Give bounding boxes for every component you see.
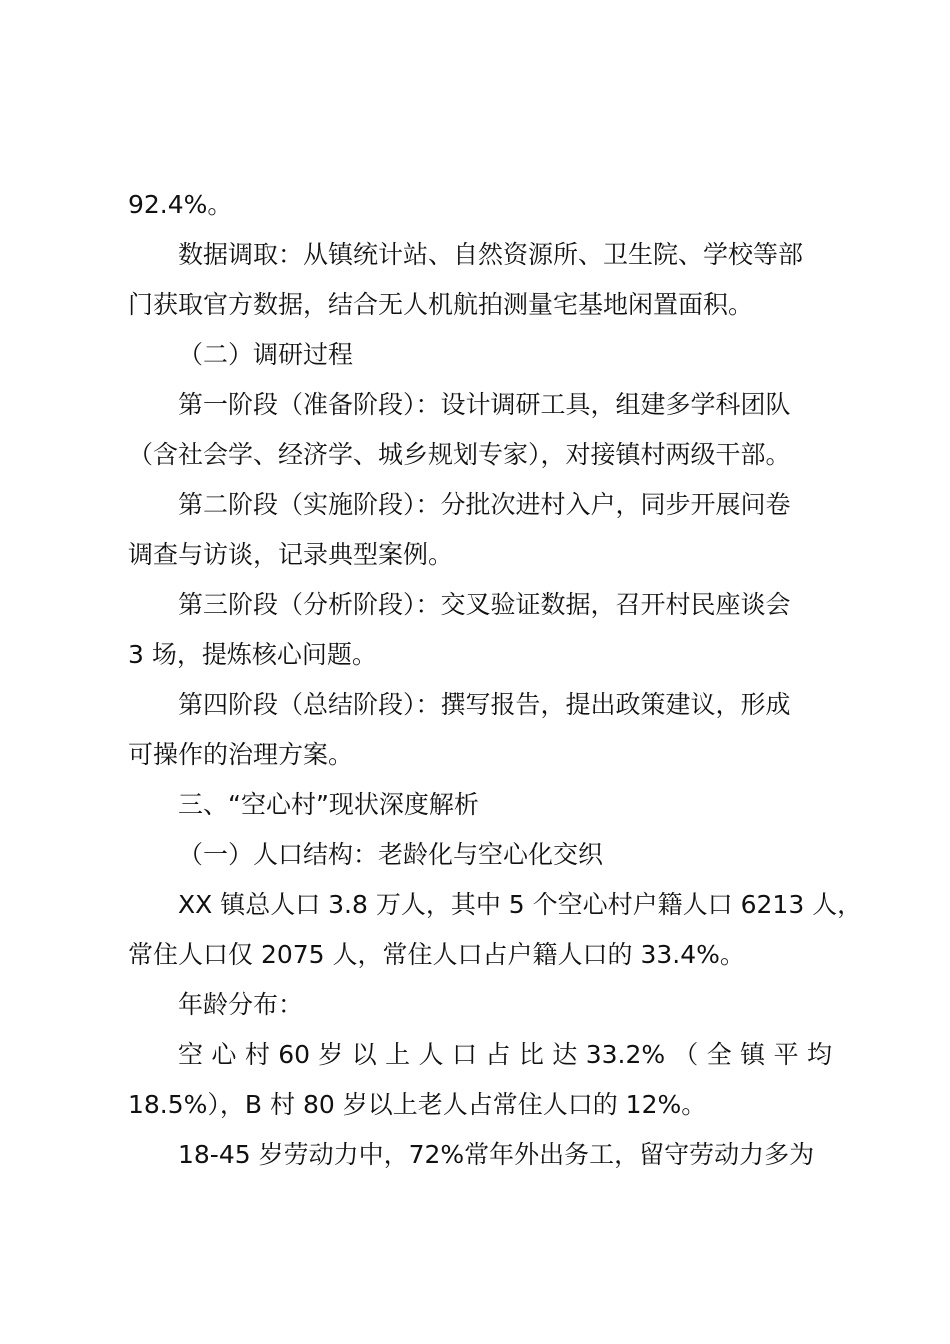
text-line: 3 场，提炼核心问题。	[128, 640, 377, 669]
text-line: 可操作的治理方案。	[128, 740, 354, 769]
text-line: 年龄分布：	[178, 990, 304, 1019]
text-line: 第二阶段（实施阶段）：分批次进村入户，同步开展问卷	[178, 490, 791, 519]
text-line: 18.5%），B 村 80 岁以上老人占常住人口的 12%。	[128, 1090, 707, 1119]
text-line: 第四阶段（总结阶段）：撰写报告，提出政策建议，形成	[178, 690, 791, 719]
text-line: （含社会学、经济学、城乡规划专家），对接镇村两级干部。	[128, 440, 791, 469]
section-heading: （二）调研过程	[178, 340, 354, 369]
subsection-heading: （一）人口结构：老龄化与空心化交织	[178, 840, 604, 869]
text-line: 18-45 岁劳动力中，72%常年外出务工，留守劳动力多为	[178, 1140, 815, 1169]
text-line: 第一阶段（准备阶段）：设计调研工具，组建多学科团队	[178, 390, 791, 419]
text-line: 常住人口仅 2075 人，常住人口占户籍人口的 33.4%。	[128, 940, 745, 969]
text-line: XX 镇总人口 3.8 万人，其中 5 个空心村户籍人口 6213 人，	[178, 890, 863, 919]
text-line: 调查与访谈，记录典型案例。	[128, 540, 454, 569]
text-line: 第三阶段（分析阶段）：交叉验证数据，召开村民座谈会	[178, 590, 791, 619]
text-line: 门获取官方数据，结合无人机航拍测量宅基地闲置面积。	[128, 290, 754, 319]
text-line: 空 心 村 60 岁 以 上 人 口 占 比 达 33.2% （ 全 镇 平 均	[178, 1040, 832, 1069]
section-heading: 三、“空心村”现状深度解析	[178, 790, 479, 819]
text-line: 92.4%。	[128, 190, 233, 219]
text-line: 数据调取：从镇统计站、自然资源所、卫生院、学校等部	[178, 240, 804, 269]
document-body	[128, 180, 863, 1180]
